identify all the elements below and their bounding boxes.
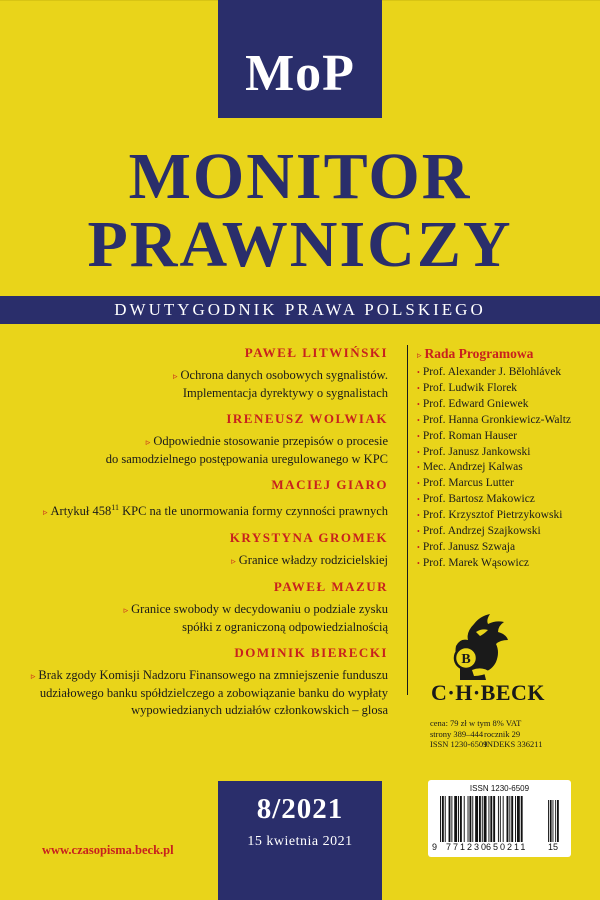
triangle-bullet-icon: ▹ (172, 371, 178, 381)
bullet-icon: • (417, 479, 420, 489)
journal-logo: MoP (218, 0, 382, 118)
program-council (417, 345, 597, 572)
article-title: udziałowego banku spółdzielczego a zobowiązanie banku do wypłaty (39, 686, 388, 701)
issue-metadata (430, 718, 542, 750)
council-member: • Prof. Janusz Jankowski (417, 445, 531, 458)
journal-subtitle: DWUTYGODNIK PRAWA POLSKIEGO (0, 296, 600, 324)
article-title: Granice swobody w decydowaniu o podziale zysku (131, 602, 388, 617)
svg-text:B: B (461, 652, 471, 667)
article-entry (30, 530, 388, 570)
bullet-icon: • (417, 431, 420, 441)
barcode-digits-left: 771230 (446, 842, 489, 852)
council-member: • Mec. Andrzej Kalwas (417, 461, 523, 474)
council-member: • Prof. Edward Gniewek (417, 397, 529, 410)
article-author: IRENEUSZ WOLWIAK (226, 411, 388, 426)
bullet-icon: • (417, 463, 420, 473)
article-entry (30, 411, 388, 468)
bullet-icon: • (417, 447, 420, 457)
triangle-bullet-icon: ▹ (231, 556, 236, 567)
article-entry (30, 645, 388, 719)
triangle-bullet-icon: ▹ (42, 507, 48, 518)
council-member: • Prof. Roman Hauser (417, 429, 518, 442)
triangle-bullet-icon: ▹ (417, 350, 422, 360)
barcode-bars (440, 796, 562, 842)
council-member: • Prof. Bartosz Makowicz (417, 493, 535, 506)
bullet-icon: • (417, 495, 420, 505)
article-title: Ochrona danych osobowych sygnalistów. (180, 368, 388, 382)
website-link[interactable]: www.czasopisma.beck.pl (42, 843, 174, 857)
bullet-icon: • (417, 368, 420, 377)
journal-title-line2: PRAWNICZY (87, 208, 513, 281)
pages: strony 389–444 (430, 728, 484, 739)
council-member: • Prof. Janusz Szwaja (417, 540, 516, 553)
volume: rocznik 29 (484, 728, 521, 739)
issue-date: 15 kwietnia 2021 (247, 834, 353, 849)
bullet-icon: • (417, 511, 420, 521)
council-member: • Prof. Andrzej Szajkowski (417, 525, 541, 538)
triangle-bullet-icon: ▹ (123, 605, 129, 616)
article-title: Granice władzy rodzicielskiej (238, 553, 388, 568)
article-title: do samodzielnego postępowania uregulowanego w KPC (105, 452, 388, 466)
bullet-icon: • (417, 558, 420, 568)
article-title: Artykuł 458 (50, 504, 112, 519)
council-member: • Prof. Marcus Lutter (417, 477, 514, 490)
journal-title-line1: MONITOR (128, 140, 472, 213)
price: cena: 79 zł w tym 8% VAT (430, 718, 522, 728)
article-author: PAWEŁ LITWIŃSKI (244, 345, 388, 360)
article-title: Odpowiednie stosowanie przepisów o procesie (153, 434, 388, 448)
council-member: • Prof. Hanna Gronkiewicz-Waltz (417, 413, 572, 426)
column-divider (407, 345, 408, 695)
article-author: MACIEJ GIARO (271, 477, 388, 492)
griffin-logo-icon (446, 610, 512, 682)
publisher-name: C·H·BECK (431, 680, 546, 705)
issn: ISSN 1230-6509 (430, 739, 488, 749)
table-of-contents (30, 345, 388, 728)
article-title: Implementacja dyrektywy o sygnalistach (182, 386, 388, 400)
article-author: PAWEŁ MAZUR (273, 579, 388, 595)
superscript: 11 (111, 503, 119, 512)
barcode-digits-right: 650211 (486, 842, 528, 852)
bullet-icon: • (417, 415, 420, 425)
article-title: Brak zgody Komisji Nadzoru Finansowego na zmniejszenie funduszu (38, 668, 388, 683)
bullet-icon: • (417, 527, 420, 537)
article-title: KPC na tle unormowania formy czynności prawnych (118, 504, 388, 519)
barcode-addon: 15 (548, 842, 559, 852)
council-member: • Prof. Ludwik Florek (417, 381, 518, 394)
article-author: DOMINIK BIERECKI (234, 645, 388, 661)
article-author: KRYSTYNA GROMEK (229, 530, 388, 546)
issue-number: 8/2021 (256, 793, 344, 825)
bullet-icon: • (417, 399, 420, 409)
barcode-digit-first: 9 (432, 842, 438, 852)
council-member: • Prof. Alexander J. Bělohlávek (417, 366, 562, 378)
council-member: • Prof. Krzysztof Pietrzykowski (417, 509, 563, 522)
triangle-bullet-icon: ▹ (145, 437, 151, 447)
article-title: spółki z ograniczoną odpowiedzialnością (182, 620, 388, 635)
article-entry (30, 579, 388, 636)
triangle-bullet-icon: ▹ (30, 671, 36, 682)
barcode (428, 780, 571, 857)
article-entry (30, 345, 388, 402)
article-entry (30, 477, 388, 521)
council-heading: Rada Programowa (424, 346, 534, 361)
index: INDEKS 336211 (484, 739, 543, 749)
barcode-issn: ISSN 1230-6509 (469, 784, 530, 793)
bullet-icon: • (417, 383, 420, 393)
article-title: wypowiedzianych udziałów członkowskich – glosa (131, 703, 388, 718)
council-member: • Prof. Marek Wąsowicz (417, 556, 529, 569)
issue-box (218, 781, 382, 900)
bullet-icon: • (417, 542, 420, 552)
